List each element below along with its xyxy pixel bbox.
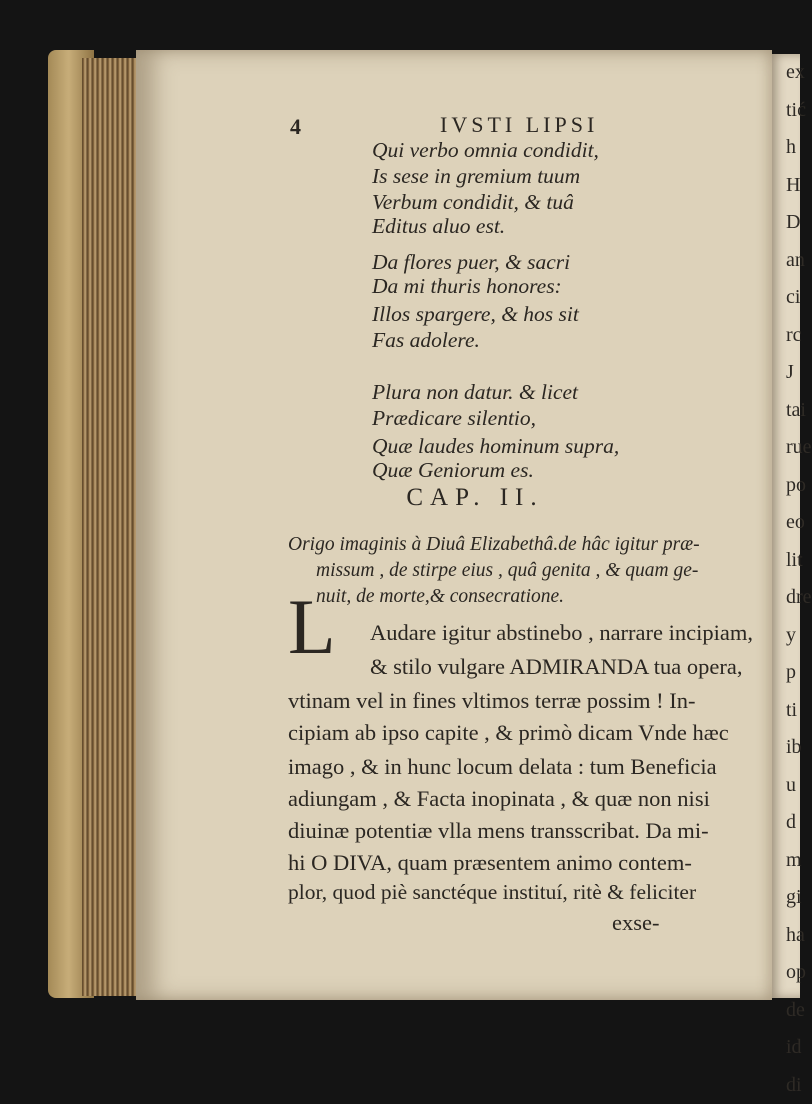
facing-page-fragment-text: tai bbox=[768, 392, 800, 430]
body-line: Audare igitur abstinebo , narrare incipiam, bbox=[370, 620, 753, 646]
facing-page-fragment-text: rc bbox=[768, 317, 800, 355]
facing-page-fragment-text: de bbox=[768, 992, 800, 1030]
facing-page-fragment-text: ha bbox=[768, 917, 800, 955]
body-line: imago , & in hunc locum delata : tum Beneficia bbox=[288, 754, 717, 780]
poem-line: Plura non datur. & licet bbox=[372, 380, 578, 405]
poem-line: Is sese in gremium tuum bbox=[372, 164, 580, 189]
facing-page-fragment-text: u bbox=[768, 767, 800, 805]
facing-page-fragment-text: ti bbox=[768, 692, 800, 730]
body-line: diuinæ potentiæ vlla mens transscribat. Da mi- bbox=[288, 818, 709, 844]
chapter-summary-line: Origo imaginis à Diuâ Elizabethâ.de hâc igitur præ- bbox=[288, 534, 700, 556]
facing-page-fragment-text: ci bbox=[768, 279, 800, 317]
facing-page-fragment-text: an bbox=[768, 242, 800, 280]
facing-page-fragment-text: H bbox=[768, 167, 800, 205]
facing-page-fragment-text: p bbox=[768, 654, 800, 692]
poem-line: Da mi thuris honores: bbox=[372, 274, 562, 299]
facing-page-fragment-text: m bbox=[768, 842, 800, 880]
facing-page-fragment-text: y bbox=[768, 617, 800, 655]
facing-page-fragment-text: tić bbox=[768, 92, 800, 130]
facing-page-fragment-text: rue bbox=[768, 429, 800, 467]
facing-page-fragment-text: D bbox=[768, 204, 800, 242]
facing-page-fragment-text: dre bbox=[768, 579, 800, 617]
facing-page-fragment-text: lit bbox=[768, 542, 800, 580]
poem-line: Verbum condidit, & tuâ bbox=[372, 190, 574, 215]
poem-line: Quæ laudes hominum supra, bbox=[372, 434, 619, 459]
body-line: hi O DIVA, quam præsentem animo contem- bbox=[288, 850, 692, 876]
body-line: plor, quod piè sanctéque instituí, ritè & feliciter bbox=[288, 880, 696, 905]
facing-page-fragment-text: di bbox=[768, 1067, 800, 1104]
body-line: vtinam vel in fines vltimos terræ possim ! In- bbox=[288, 688, 695, 714]
facing-page-fragment-text: po bbox=[768, 467, 800, 505]
facing-page-fragment-text: ex bbox=[768, 54, 800, 92]
chapter-heading: CAP. II. bbox=[350, 484, 600, 512]
facing-page-fragment bbox=[768, 54, 800, 998]
facing-page-fragment-text: eo bbox=[768, 504, 800, 542]
running-head: IVSTI LIPSI bbox=[440, 112, 598, 138]
facing-page-fragment-text: op bbox=[768, 954, 800, 992]
poem-line: Quæ Geniorum es. bbox=[372, 458, 534, 483]
body-line: adiungam , & Facta inopinata , & quæ non nisi bbox=[288, 786, 710, 812]
poem-line: Prædicare silentio, bbox=[372, 406, 536, 431]
chapter-summary-line: missum , de stirpe eius , quâ genita , & quam ge- bbox=[316, 560, 698, 582]
catchword: exse- bbox=[612, 910, 659, 936]
facing-page-fragment-text: J bbox=[768, 354, 800, 392]
poem-line: Illos spargere, & hos sit bbox=[372, 302, 579, 327]
facing-page-fragment-text: gi bbox=[768, 879, 800, 917]
chapter-summary-line: nuit, de morte,& consecratione. bbox=[316, 586, 564, 608]
facing-page-fragment-text: ib bbox=[768, 729, 800, 767]
poem-line: Qui verbo omnia condidit, bbox=[372, 138, 599, 163]
poem-line: Editus aluo est. bbox=[372, 214, 505, 239]
drop-capital: L bbox=[288, 588, 336, 666]
poem-line: Fas adolere. bbox=[372, 328, 480, 353]
facing-page-fragment-text: h bbox=[768, 129, 800, 167]
poem-line: Da flores puer, & sacri bbox=[372, 250, 570, 275]
body-line: & stilo vulgare ADMIRANDA tua opera, bbox=[370, 654, 742, 680]
page-edges bbox=[82, 58, 140, 996]
page-number: 4 bbox=[290, 114, 301, 140]
facing-page-fragment-text: id bbox=[768, 1029, 800, 1067]
body-line: cipiam ab ipso capite , & primò dicam Vnde hæc bbox=[288, 720, 729, 746]
facing-page-fragment-text: d bbox=[768, 804, 800, 842]
